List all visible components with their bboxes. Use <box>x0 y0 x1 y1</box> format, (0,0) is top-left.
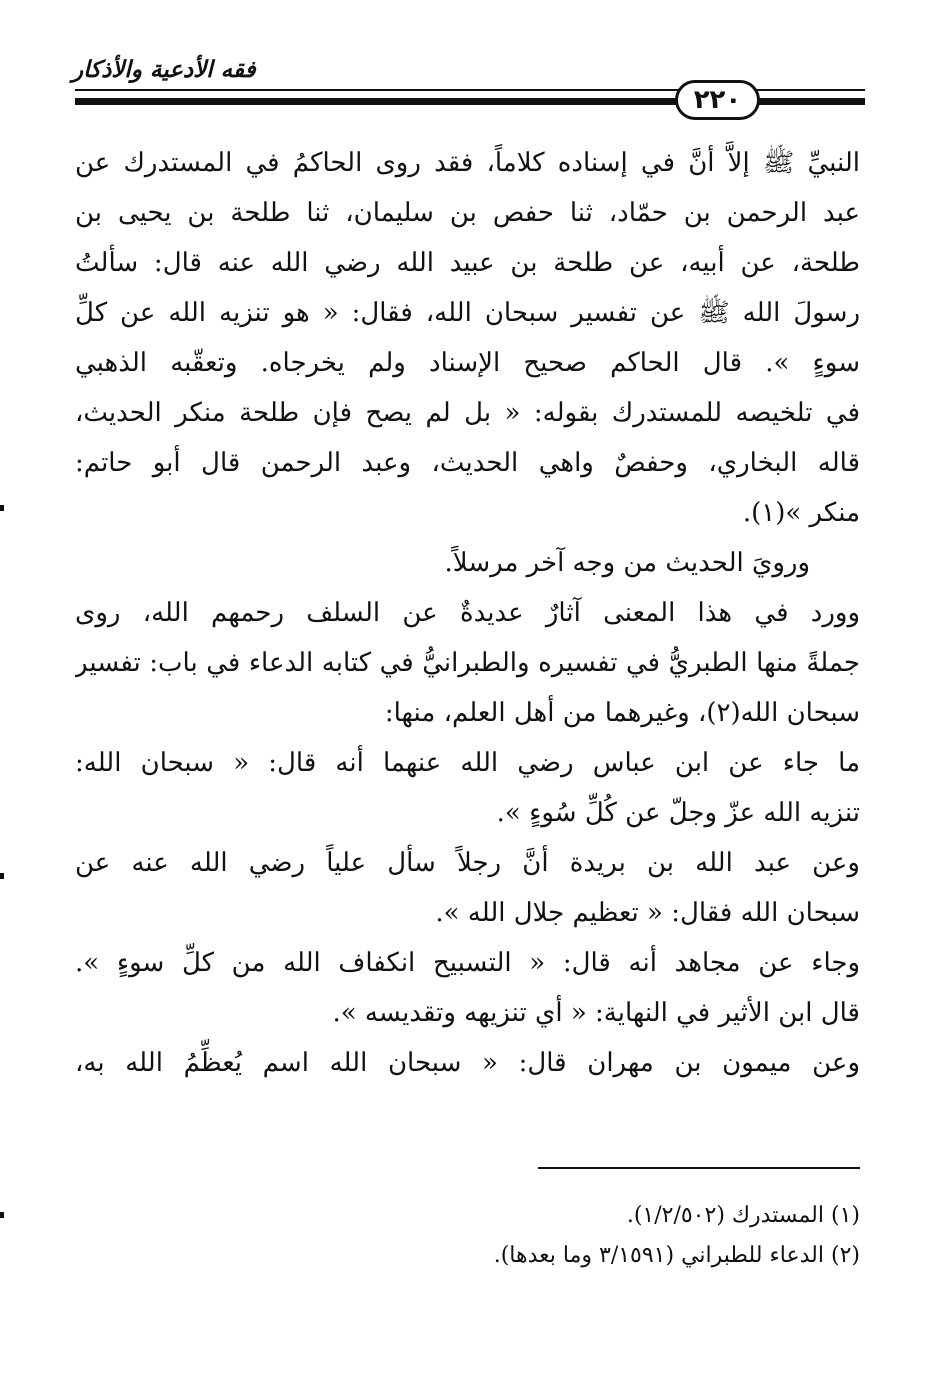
text-line: ما جاء عن ابن عباس رضي الله عنهما أنه قال: « سبحان الله: <box>75 748 860 778</box>
main-text <box>75 138 860 1088</box>
text-line: النبيِّ ﷺ إلاَّ أنَّ في إسناده كلاماً، فقد روى الحاكمُ في المستدرك عن <box>75 148 860 178</box>
footnote-separator <box>538 1167 860 1169</box>
scan-margin-mark <box>0 1212 4 1218</box>
scan-margin-mark <box>0 505 4 511</box>
text-line: وعن عبد الله بن بريدة أنَّ رجلاً سأل علياً رضي الله عنه عن <box>75 848 860 878</box>
text-line: سبحان الله فقال: « تعظيم جلال الله ». <box>435 898 860 928</box>
running-title: فقه الأدعية والأذكار <box>72 57 256 83</box>
text-line: في تلخيصه للمستدرك بقوله: « بل لم يصح فإن طلحة منكر الحديث، <box>75 398 860 428</box>
text-line: تنزيه الله عزّ وجلّ عن كُلِّ سُوءٍ ». <box>496 798 860 828</box>
text-line: وجاء عن مجاهد أنه قال: « التسبيح انكفاف الله من كلِّ سوءٍ ». <box>75 948 860 978</box>
page-number: ٢٢٠ <box>693 85 742 115</box>
text-line: وعن ميمون بن مهران قال: « سبحان الله اسم يُعظِّمُ الله به، <box>75 1048 860 1078</box>
page-number-badge <box>675 80 760 120</box>
text-line: قال ابن الأثير في النهاية: « أي تنزيهه وتقديسه ». <box>332 998 860 1028</box>
text-line: سوءٍ ». قال الحاكم صحيح الإسناد ولم يخرجاه. وتعقّبه الذهبي <box>75 348 860 378</box>
text-line: طلحة، عن أبيه، عن طلحة بن عبيد الله رضي الله عنه قال: سألتُ <box>75 248 860 278</box>
text-line: عبد الرحمن بن حمّاد، ثنا حفص بن سليمان، ثنا طلحة بن يحيى بن <box>75 198 860 228</box>
text-line: منكر »(١). <box>742 498 860 528</box>
text-line: جملةً منها الطبريُّ في تفسيره والطبرانيُّ في كتابه الدعاء في باب: تفسير <box>75 648 860 678</box>
footnote-2: (٢) الدعاء للطبراني (٣/١٥٩١ وما بعدها). <box>493 1243 860 1268</box>
text-line: قاله البخاري، وحفصٌ واهي الحديث، وعبد الرحمن قال أبو حاتم: <box>75 448 860 478</box>
text-line: وورد في هذا المعنى آثارٌ عديدةٌ عن السلف رحمهم الله، روى <box>75 598 860 628</box>
footnote-1: (١) المستدرك (١/٢/٥٠٢). <box>626 1203 860 1228</box>
text-line: رسولَ الله ﷺ عن تفسير سبحان الله، فقال: « هو تنزيه الله عن كلِّ <box>75 298 860 328</box>
text-line: سبحان الله(٢)، وغيرهما من أهل العلم، منها: <box>384 698 860 728</box>
scan-margin-mark <box>0 873 4 879</box>
footnotes <box>200 1196 860 1276</box>
text-line: ورويَ الحديث من وجه آخر مرسلاً. <box>444 548 810 578</box>
